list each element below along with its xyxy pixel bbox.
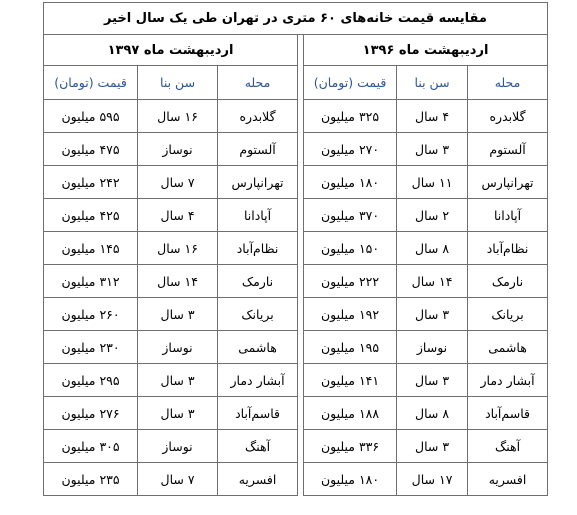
column-gap bbox=[298, 35, 304, 66]
cell-neighborhood: گلابدره bbox=[468, 100, 548, 133]
cell-building-age: نوساز bbox=[138, 430, 218, 463]
column-gap bbox=[298, 66, 304, 100]
header-building-age: سن بنا bbox=[138, 66, 218, 100]
cell-neighborhood: گلابدره bbox=[218, 100, 298, 133]
cell-building-age: ۳ سال bbox=[397, 364, 468, 397]
column-gap bbox=[298, 298, 304, 331]
cell-price: ۱۹۲ میلیون bbox=[304, 298, 397, 331]
cell-neighborhood: هاشمی bbox=[468, 331, 548, 364]
cell-neighborhood: هاشمی bbox=[218, 331, 298, 364]
header-neighborhood: محله bbox=[218, 66, 298, 100]
cell-neighborhood: تهرانپارس bbox=[468, 166, 548, 199]
cell-price: ۴۷۵ میلیون bbox=[44, 133, 138, 166]
table-row bbox=[44, 232, 548, 265]
cell-building-age: نوساز bbox=[397, 331, 468, 364]
price-comparison-table-container bbox=[43, 2, 547, 496]
cell-price: ۱۵۰ میلیون bbox=[304, 232, 397, 265]
price-comparison-table bbox=[43, 2, 548, 496]
cell-price: ۳۳۶ میلیون bbox=[304, 430, 397, 463]
cell-neighborhood: نظام‌آباد bbox=[218, 232, 298, 265]
cell-price: ۵۹۵ میلیون bbox=[44, 100, 138, 133]
cell-neighborhood: قاسم‌آباد bbox=[468, 397, 548, 430]
header-building-age: سن بنا bbox=[397, 66, 468, 100]
header-price: قیمت (تومان) bbox=[44, 66, 138, 100]
column-gap bbox=[298, 166, 304, 199]
cell-price: ۲۶۰ میلیون bbox=[44, 298, 138, 331]
cell-building-age: ۳ سال bbox=[138, 364, 218, 397]
column-gap bbox=[298, 265, 304, 298]
cell-building-age: ۱۶ سال bbox=[138, 232, 218, 265]
table-row bbox=[44, 331, 548, 364]
cell-price: ۲۳۰ میلیون bbox=[44, 331, 138, 364]
column-gap bbox=[298, 331, 304, 364]
cell-price: ۲۷۶ میلیون bbox=[44, 397, 138, 430]
cell-neighborhood: آلستوم bbox=[468, 133, 548, 166]
cell-building-age: ۳ سال bbox=[397, 133, 468, 166]
cell-building-age: ۸ سال bbox=[397, 232, 468, 265]
cell-price: ۳۷۰ میلیون bbox=[304, 199, 397, 232]
column-gap bbox=[298, 463, 304, 496]
cell-neighborhood: تهرانپارس bbox=[218, 166, 298, 199]
cell-building-age: ۱۴ سال bbox=[138, 265, 218, 298]
cell-neighborhood: آهنگ bbox=[218, 430, 298, 463]
cell-building-age: ۳ سال bbox=[138, 298, 218, 331]
column-gap bbox=[298, 133, 304, 166]
cell-building-age: نوساز bbox=[138, 133, 218, 166]
cell-building-age: ۸ سال bbox=[397, 397, 468, 430]
cell-building-age: ۴ سال bbox=[138, 199, 218, 232]
cell-neighborhood: آهنگ bbox=[468, 430, 548, 463]
cell-building-age: ۱۴ سال bbox=[397, 265, 468, 298]
cell-price: ۱۸۰ میلیون bbox=[304, 463, 397, 496]
cell-price: ۱۴۱ میلیون bbox=[304, 364, 397, 397]
table-row bbox=[44, 100, 548, 133]
cell-building-age: ۳ سال bbox=[397, 430, 468, 463]
cell-building-age: ۷ سال bbox=[138, 166, 218, 199]
table-row bbox=[44, 133, 548, 166]
cell-price: ۲۷۰ میلیون bbox=[304, 133, 397, 166]
period-1396: اردیبهشت ماه ۱۳۹۶ bbox=[304, 35, 548, 66]
cell-neighborhood: بریانک bbox=[468, 298, 548, 331]
cell-building-age: ۲ سال bbox=[397, 199, 468, 232]
cell-price: ۱۸۰ میلیون bbox=[304, 166, 397, 199]
table-title: مقایسه قیمت خانه‌های ۶۰ متری در تهران طی یک سال اخیر bbox=[44, 3, 548, 35]
cell-neighborhood: آبشار دمار bbox=[468, 364, 548, 397]
cell-price: ۱۸۸ میلیون bbox=[304, 397, 397, 430]
cell-building-age: ۱۱ سال bbox=[397, 166, 468, 199]
cell-price: ۱۴۵ میلیون bbox=[44, 232, 138, 265]
cell-price: ۲۴۲ میلیون bbox=[44, 166, 138, 199]
cell-building-age: ۳ سال bbox=[397, 298, 468, 331]
cell-neighborhood: بریانک bbox=[218, 298, 298, 331]
column-gap bbox=[298, 100, 304, 133]
cell-price: ۳۲۵ میلیون bbox=[304, 100, 397, 133]
column-gap bbox=[298, 397, 304, 430]
cell-neighborhood: آپادانا bbox=[468, 199, 548, 232]
table-row bbox=[44, 364, 548, 397]
column-gap bbox=[298, 364, 304, 397]
table-row bbox=[44, 397, 548, 430]
column-gap bbox=[298, 199, 304, 232]
cell-building-age: نوساز bbox=[138, 331, 218, 364]
cell-building-age: ۱۶ سال bbox=[138, 100, 218, 133]
cell-neighborhood: آپادانا bbox=[218, 199, 298, 232]
table-row bbox=[44, 463, 548, 496]
cell-building-age: ۴ سال bbox=[397, 100, 468, 133]
table-row bbox=[44, 265, 548, 298]
table-row bbox=[44, 430, 548, 463]
cell-price: ۱۹۵ میلیون bbox=[304, 331, 397, 364]
period-1397: اردیبهشت ماه ۱۳۹۷ bbox=[44, 35, 298, 66]
table-row bbox=[44, 298, 548, 331]
header-row bbox=[44, 66, 548, 100]
period-row bbox=[44, 35, 548, 66]
cell-building-age: ۱۷ سال bbox=[397, 463, 468, 496]
cell-building-age: ۷ سال bbox=[138, 463, 218, 496]
table-row bbox=[44, 199, 548, 232]
cell-neighborhood: افسریه bbox=[468, 463, 548, 496]
header-neighborhood: محله bbox=[468, 66, 548, 100]
table-row bbox=[44, 166, 548, 199]
cell-price: ۲۹۵ میلیون bbox=[44, 364, 138, 397]
column-gap bbox=[298, 232, 304, 265]
cell-neighborhood: افسریه bbox=[218, 463, 298, 496]
title-row bbox=[44, 3, 548, 35]
cell-neighborhood: نظام‌آباد bbox=[468, 232, 548, 265]
cell-price: ۳۱۲ میلیون bbox=[44, 265, 138, 298]
cell-price: ۳۰۵ میلیون bbox=[44, 430, 138, 463]
cell-building-age: ۳ سال bbox=[138, 397, 218, 430]
cell-neighborhood: آلستوم bbox=[218, 133, 298, 166]
column-gap bbox=[298, 430, 304, 463]
cell-price: ۲۳۵ میلیون bbox=[44, 463, 138, 496]
cell-neighborhood: نارمک bbox=[218, 265, 298, 298]
cell-neighborhood: نارمک bbox=[468, 265, 548, 298]
cell-neighborhood: قاسم‌آباد bbox=[218, 397, 298, 430]
cell-price: ۴۲۵ میلیون bbox=[44, 199, 138, 232]
header-price: قیمت (تومان) bbox=[304, 66, 397, 100]
cell-neighborhood: آبشار دمار bbox=[218, 364, 298, 397]
cell-price: ۲۲۲ میلیون bbox=[304, 265, 397, 298]
